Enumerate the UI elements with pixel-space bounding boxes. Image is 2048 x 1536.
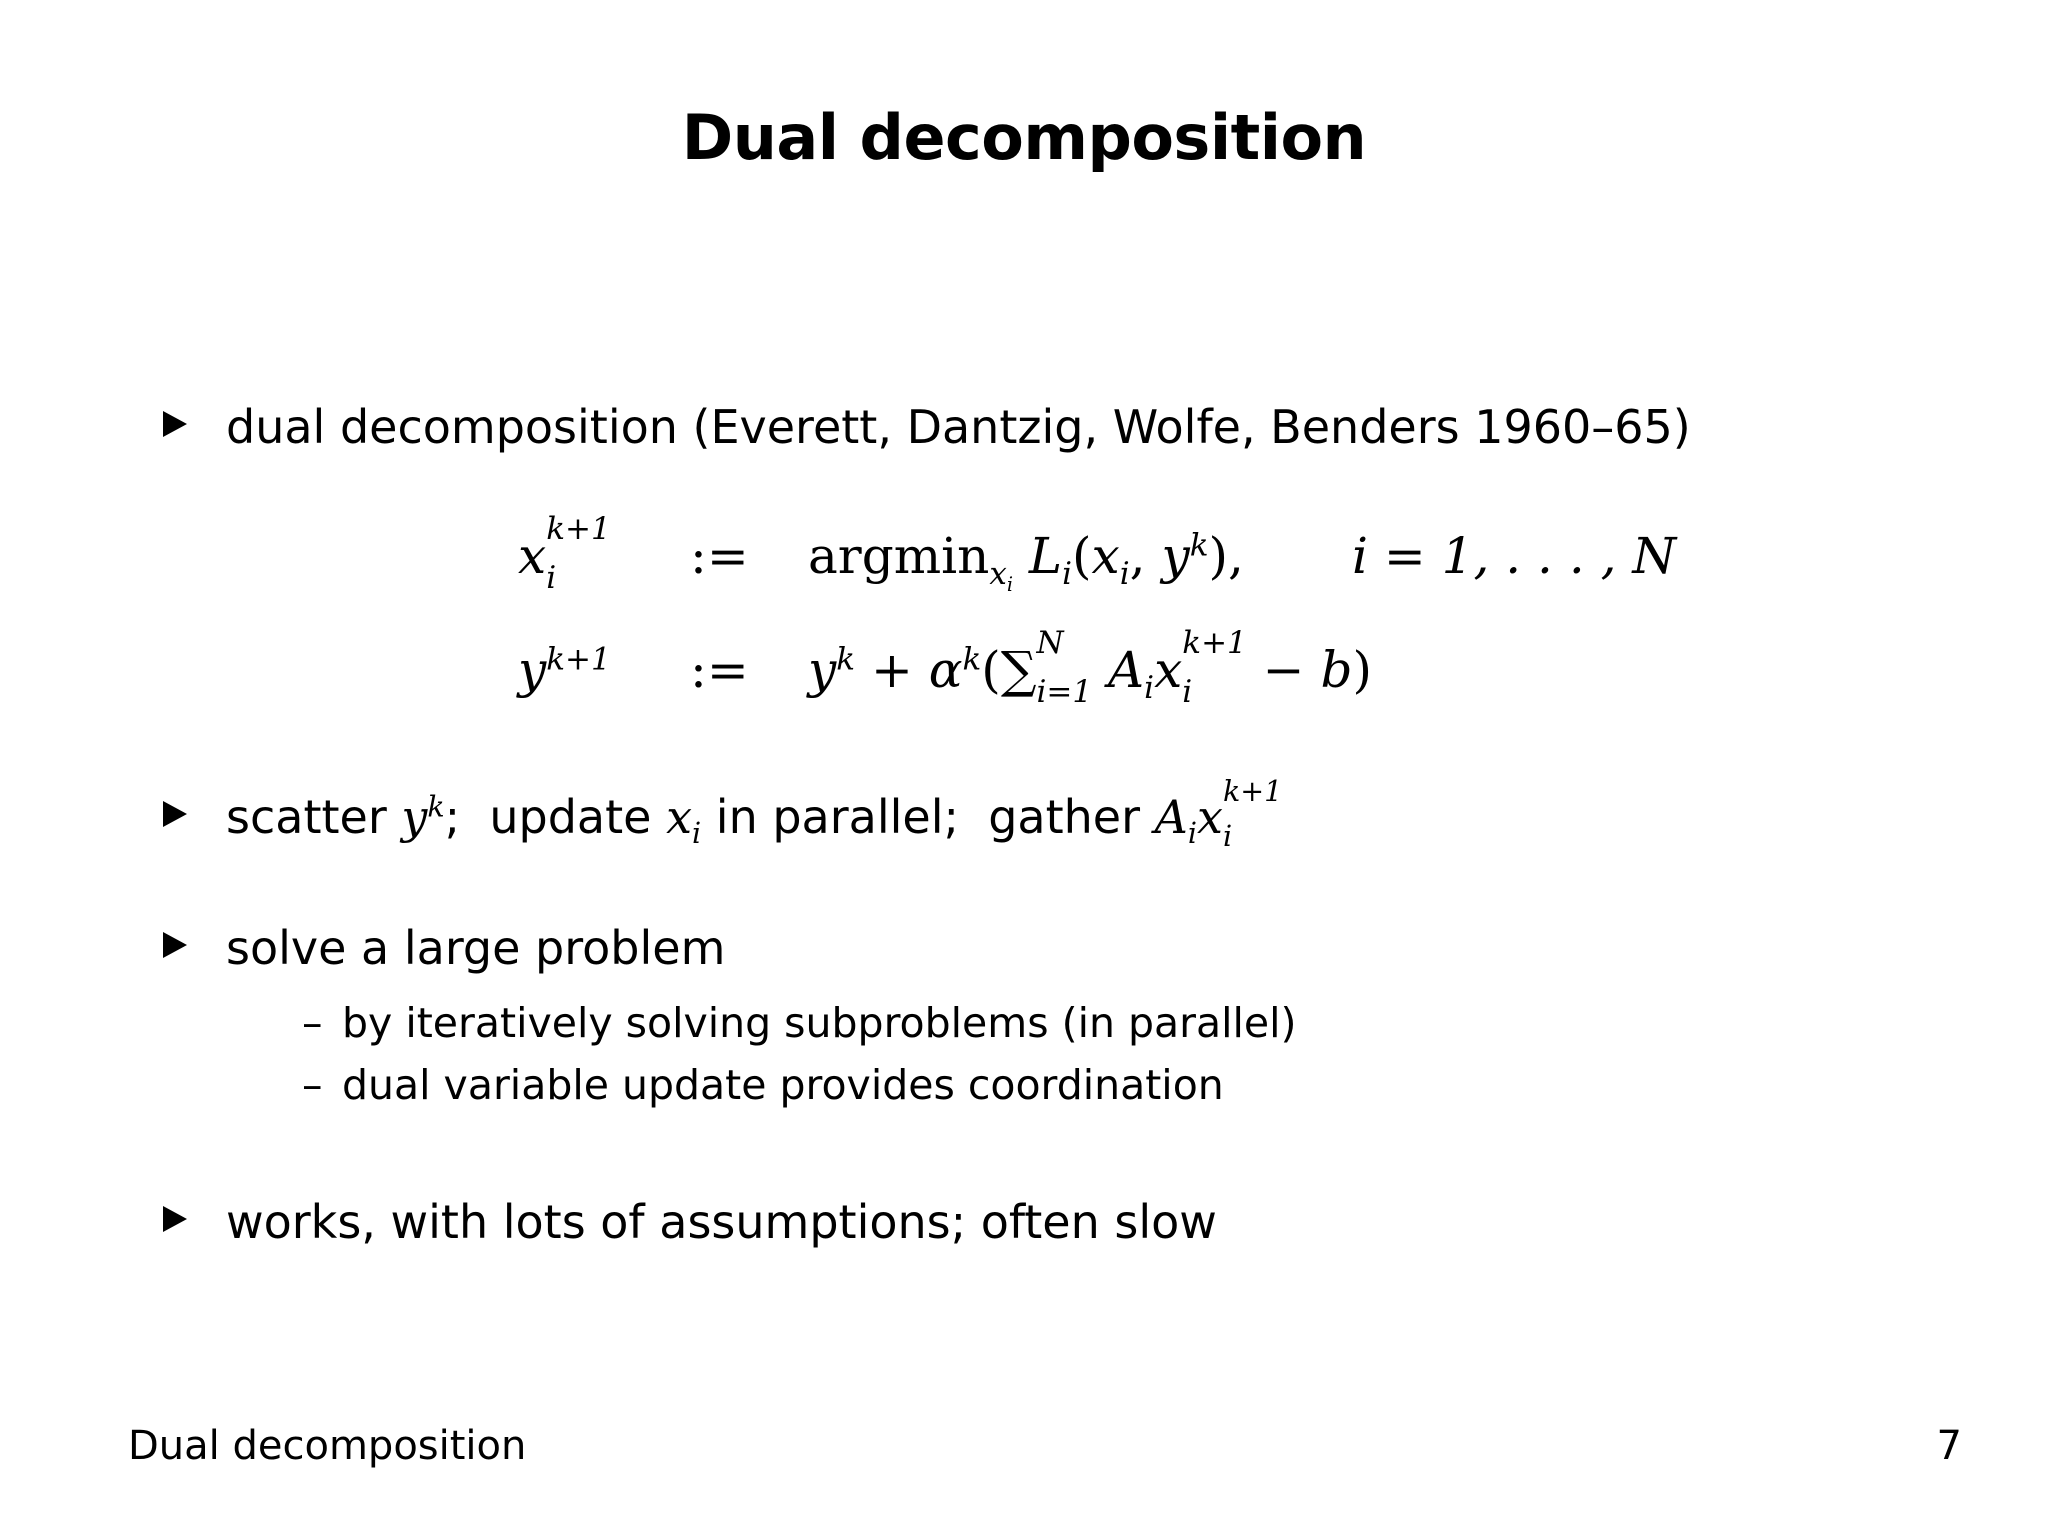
equation-row-2-lhs: $y^{k+1}$ [518, 641, 611, 699]
equation-row-2-op: := [690, 641, 749, 699]
bullet-item [163, 399, 1691, 455]
page-number: 7 [1936, 1423, 1962, 1469]
dash-marker: – [302, 999, 323, 1047]
equation-row-2-rhs: $y^k + \alpha^k(\sum$ N i=1 $A_ix$ k+1 i − b) [808, 624, 1372, 711]
sub-item: – by iteratively solving subproblems (in parallel) [302, 999, 1297, 1047]
equation-row-1-lhs: x k+1 i [518, 510, 611, 597]
equation-row-1-op: := [690, 527, 749, 585]
footer-section-title: Dual decomposition [128, 1423, 527, 1469]
bullet-text: works, with lots of assumptions; often slow [226, 1195, 1217, 1249]
sum-symbol: ∑ [1000, 641, 1037, 699]
slide-title: Dual decomposition [681, 101, 1367, 174]
bullet-item [163, 1194, 1217, 1250]
sub-item: – dual variable update provides coordination [302, 1061, 1224, 1109]
bullet-text: solve a large problem [226, 921, 726, 975]
bullet-text: dual decomposition (Everett, Dantzig, Wolfe, Benders 1960–65) [226, 400, 1691, 454]
dash-marker: – [302, 1061, 323, 1109]
bullet-text: scatter $y^k$; update $x_i$ in parallel; gather $A_ix$ k+1 i [226, 774, 1283, 854]
triangle-bullet-icon [163, 932, 187, 958]
triangle-bullet-icon [163, 411, 187, 437]
equation-row-1-rhs: argmin$_{x_i}$ $L_i(x_i$, $y^k$), [808, 527, 1244, 597]
bullet-item [163, 774, 1283, 854]
equation-row-1-range: i = 1, . . . , N [1352, 527, 1677, 585]
triangle-bullet-icon [163, 801, 187, 827]
triangle-bullet-icon [163, 1206, 187, 1232]
bullet-item [163, 920, 726, 976]
